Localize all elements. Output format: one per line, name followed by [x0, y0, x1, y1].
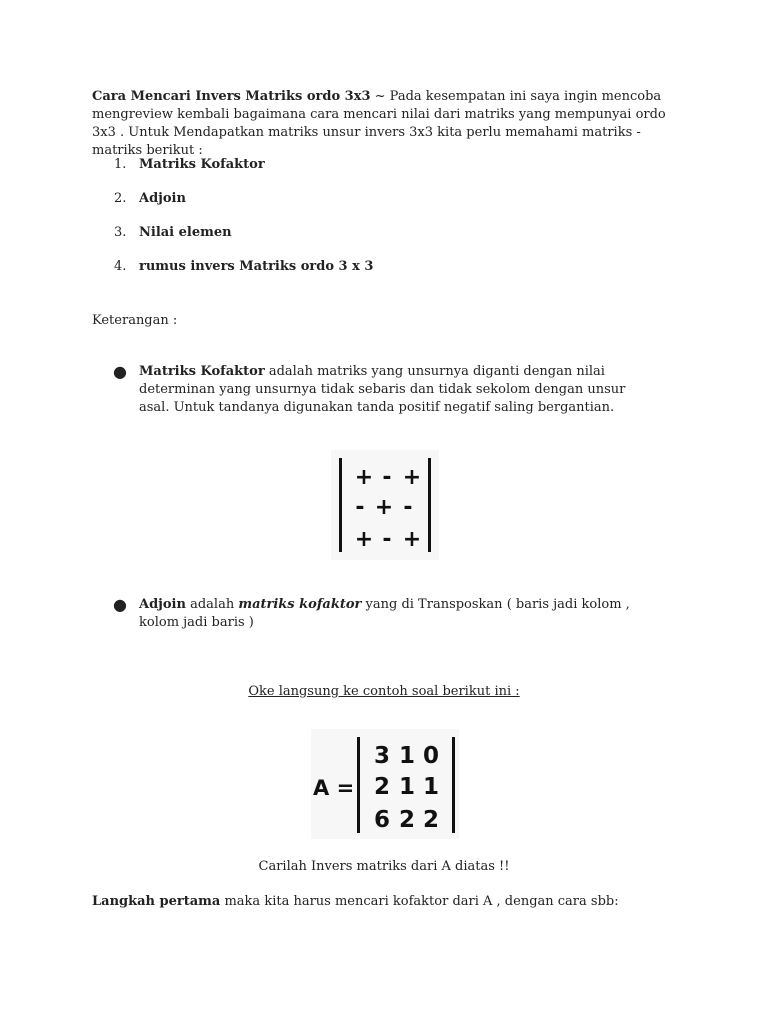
sign-cell: + — [402, 465, 422, 490]
list-item — [92, 156, 373, 190]
matrix-cell: 3 — [373, 743, 391, 769]
sign-cell: - — [382, 465, 392, 490]
sign-cell: - — [403, 495, 413, 520]
left-bracket — [339, 458, 342, 552]
bullet-term: Adjoin — [139, 597, 186, 612]
sign-cell: + — [354, 527, 374, 552]
matrix-cell: 2 — [398, 807, 416, 833]
question-line: Carilah Invers matriks dari A diatas !! — [258, 859, 510, 874]
bullet-mid: adalah — [185, 597, 239, 612]
list-label: rumus invers Matriks ordo 3 x 3 — [139, 259, 374, 274]
list-label: Adjoin — [139, 191, 186, 206]
list-label: Matriks Kofaktor — [139, 157, 265, 172]
bullet-dot-icon: ● — [113, 362, 127, 381]
sign-cell: - — [355, 495, 365, 520]
matrix-cell: 2 — [373, 774, 391, 800]
left-bracket — [357, 737, 360, 833]
step-paragraph — [92, 893, 619, 911]
sign-matrix-svg — [331, 450, 439, 560]
example-heading: Oke langsung ke contoh soal berikut ini : — [248, 684, 520, 699]
list-label: Nilai elemen — [139, 225, 232, 240]
topic-list — [92, 156, 373, 292]
bullet-kofaktor — [113, 362, 659, 417]
bullet-adjoin — [113, 595, 659, 632]
matrix-cell: 0 — [422, 743, 440, 769]
keterangan-heading: Keterangan : — [92, 313, 178, 328]
matrix-a-image — [311, 729, 459, 839]
list-item — [92, 258, 373, 292]
sign-cell: + — [374, 495, 394, 520]
list-number: 3. — [114, 225, 127, 240]
bullet-emphasis: matriks kofaktor — [238, 597, 362, 612]
intro-title: Cara Mencari Invers Matriks ordo 3x3 — [92, 89, 371, 104]
list-item — [92, 224, 373, 258]
sign-matrix-image — [331, 450, 439, 560]
matrix-cell: 1 — [398, 743, 416, 769]
intro-paragraph — [92, 88, 682, 160]
matrix-cell: 1 — [422, 774, 440, 800]
bullet-dot-icon: ● — [113, 595, 127, 614]
sign-cell: + — [402, 527, 422, 552]
step-text: maka kita harus mencari kofaktor dari A , dengan cara sbb: — [220, 894, 619, 909]
list-number: 2. — [114, 191, 127, 206]
step-term: Langkah pertama — [92, 894, 221, 909]
intro-body: ~ Pada kesempatan ini saya ingin mencoba mengreview kembali bagaimana cara mencari nilai dari matriks yang mempunyai ordo 3x3 . Untuk Mendapatkan matriks unsur invers 3x3 kita perlu memahami matriks - matriks berikut : — [92, 89, 666, 158]
sign-cell: + — [354, 465, 374, 490]
matrix-a-svg — [311, 729, 459, 839]
matrix-cell: 2 — [422, 807, 440, 833]
list-number: 1. — [114, 157, 127, 172]
sign-cell: - — [382, 527, 392, 552]
list-number: 4. — [114, 259, 127, 274]
matrix-cell: 6 — [373, 807, 391, 833]
matrix-a-label: A = — [313, 776, 355, 800]
bullet-text: yang di Transposkan ( baris jadi kolom , kolom jadi baris ) — [139, 597, 630, 630]
right-bracket — [452, 737, 455, 833]
right-bracket — [428, 458, 431, 552]
matrix-cell: 1 — [398, 774, 416, 800]
bullet-text: adalah matriks yang unsurnya diganti dengan nilai determinan yang unsurnya tidak sebaris dan tidak sekolom dengan unsur asal. Untuk tandanya digunakan tanda positif negatif saling bergantian. — [139, 364, 626, 415]
list-item — [92, 190, 373, 224]
bullet-term: Matriks Kofaktor — [139, 364, 265, 379]
